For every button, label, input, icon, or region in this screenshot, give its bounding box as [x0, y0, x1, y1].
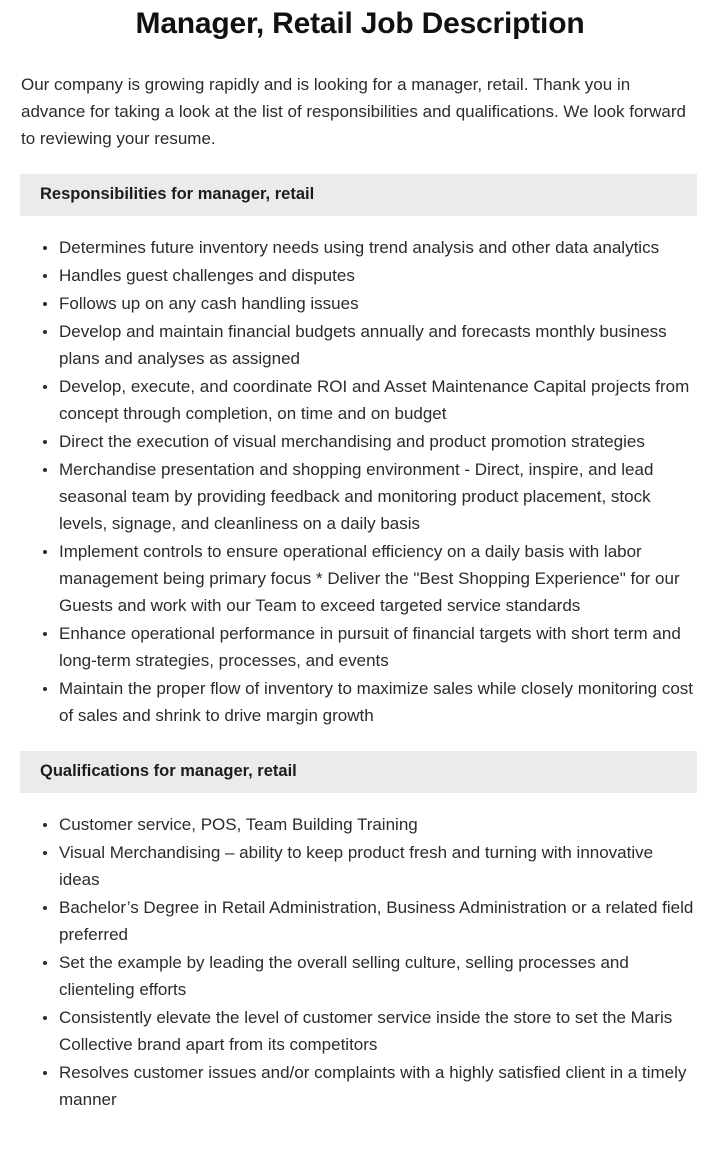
list-item: Customer service, POS, Team Building Training — [42, 811, 698, 838]
list-item: Implement controls to ensure operational efficiency on a daily basis with labor management being primary focus * Deliver the "Best Shopping Experience" for our Guests and work with our Team to exceed targeted service standards — [42, 538, 698, 619]
list-item: Handles guest challenges and disputes — [42, 262, 698, 289]
list-item: Consistently elevate the level of customer service inside the store to set the Maris Collective brand apart from its competitors — [42, 1004, 698, 1058]
list-item: Merchandise presentation and shopping environment - Direct, inspire, and lead seasonal team by providing feedback and monitoring product placement, stock levels, signage, and cleanliness on a daily basis — [42, 456, 698, 537]
list-item: Resolves customer issues and/or complaints with a highly satisfied client in a timely manner — [42, 1059, 698, 1113]
list-item: Develop, execute, and coordinate ROI and Asset Maintenance Capital projects from concept through completion, on time and on budget — [42, 373, 698, 427]
list-item: Maintain the proper flow of inventory to maximize sales while closely monitoring cost of sales and shrink to drive margin growth — [42, 675, 698, 729]
responsibilities-list — [0, 216, 720, 729]
list-item: Set the example by leading the overall selling culture, selling processes and clienteling efforts — [42, 949, 698, 1003]
section-header-label: Qualifications for manager, retail — [40, 761, 297, 780]
list-item: Develop and maintain financial budgets annually and forecasts monthly business plans and analyses as assigned — [42, 318, 698, 372]
section-responsibilities — [0, 174, 720, 729]
list-item: Direct the execution of visual merchandising and product promotion strategies — [42, 428, 698, 455]
page-title: Manager, Retail Job Description — [135, 7, 585, 40]
qualifications-list — [0, 793, 720, 1113]
list-item: Bachelor’s Degree in Retail Administration, Business Administration or a related field preferred — [42, 894, 698, 948]
section-header-label: Responsibilities for manager, retail — [40, 184, 315, 203]
list-item: Visual Merchandising – ability to keep product fresh and turning with innovative ideas — [42, 839, 698, 893]
section-qualifications — [0, 751, 720, 1113]
section-header-responsibilities — [20, 174, 697, 216]
list-item: Determines future inventory needs using trend analysis and other data analytics — [42, 234, 698, 261]
list-item: Enhance operational performance in pursuit of financial targets with short term and long-term strategies, processes, and events — [42, 620, 698, 674]
list-item: Follows up on any cash handling issues — [42, 290, 698, 317]
intro-paragraph: Our company is growing rapidly and is looking for a manager, retail. Thank you in advance for taking a look at the list of responsibilities and qualifications. We look forward to reviewing your resume. — [21, 74, 686, 148]
section-header-qualifications — [20, 751, 697, 793]
